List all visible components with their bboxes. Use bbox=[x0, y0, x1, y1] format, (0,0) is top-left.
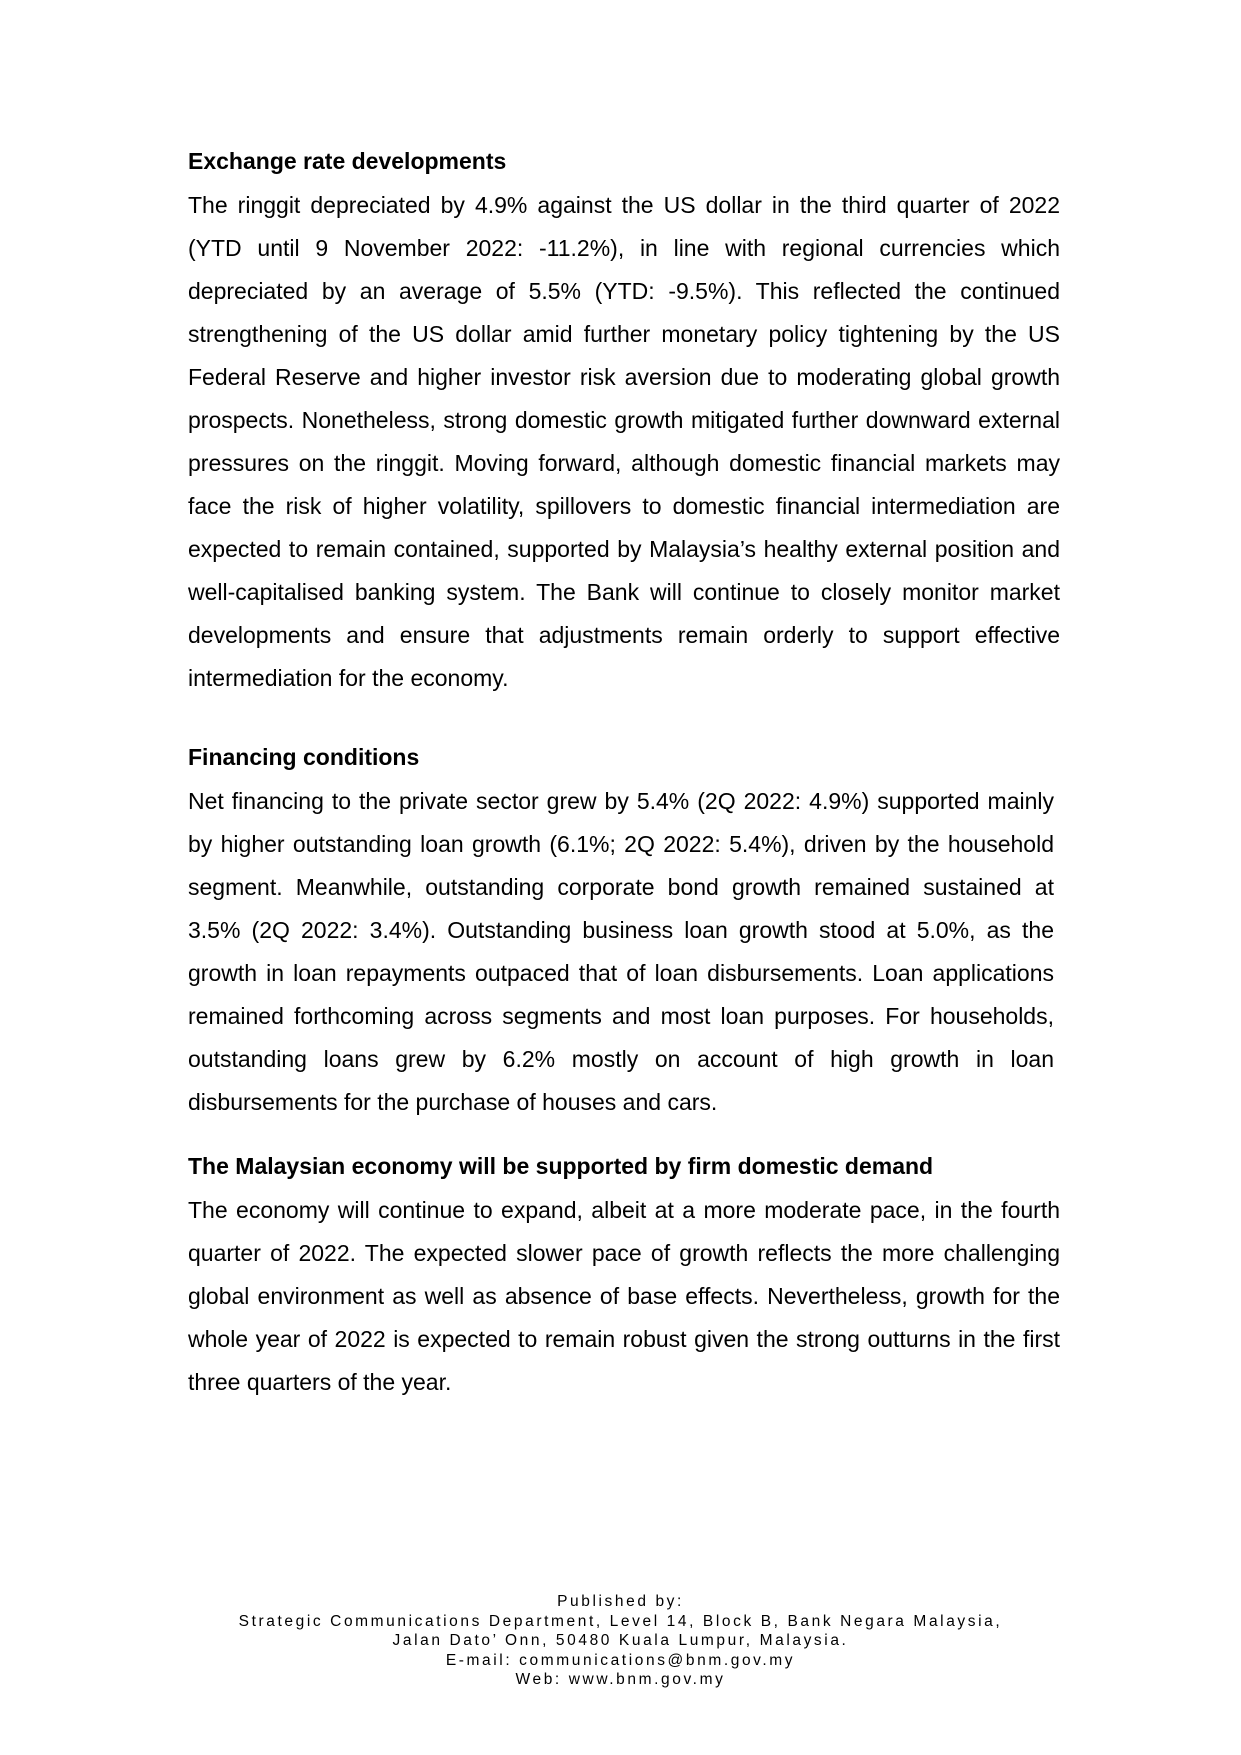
section-title: Exchange rate developments bbox=[188, 148, 507, 174]
section-body: The ringgit depreciated by 4.9% against the US dollar in the third quarter of 2022 (YTD until 9 November 2022: -11.2%), in line with regional currencies which depreciated by an average of 5.5% (YTD: -9.5%). This reflected the continued strengthening of the US dollar amid further monetary policy tightening by the US Federal Reserve and higher investor risk aversion due to moderating global growth prospects. Nonetheless, strong domestic growth mitigated further downward external pressures on the ringgit. Moving forward, although domestic financial markets may face the risk of higher volatility, spillovers to domestic financial intermediation are expected to remain contained, supported by Malaysia’s healthy external position and well-capitalised banking system. The Bank will continue to closely monitor market developments and ensure that adjustments remain orderly to support effective intermediation for the economy. bbox=[188, 192, 1060, 691]
address-line-1: Strategic Communications Department, Level 14, Block B, Bank Negara Malaysia, bbox=[238, 1612, 1003, 1630]
published-by-label: Published by: bbox=[557, 1593, 684, 1610]
email-address: E-mail: communications@bnm.gov.my bbox=[445, 1651, 796, 1669]
section-exchange-rate bbox=[188, 146, 1060, 700]
document-content bbox=[188, 146, 1060, 1404]
section-economy-outlook bbox=[188, 1151, 1060, 1404]
publisher-footer bbox=[0, 1592, 1241, 1690]
address-line-2: Jalan Dato’ Onn, 50480 Kuala Lumpur, Malaysia. bbox=[392, 1632, 849, 1649]
section-title: Financing conditions bbox=[188, 744, 420, 770]
website-address: Web: www.bnm.gov.my bbox=[515, 1671, 726, 1688]
section-title: The Malaysian economy will be supported by firm domestic demand bbox=[188, 1153, 934, 1179]
section-body: The economy will continue to expand, albeit at a more moderate pace, in the fourth quarter of 2022. The expected slower pace of growth reflects the more challenging global environment as well as absence of base effects. Nevertheless, growth for the whole year of 2022 is expected to remain robust given the strong outturns in the first three quarters of the year. bbox=[188, 1197, 1060, 1395]
section-body: Net financing to the private sector grew by 5.4% (2Q 2022: 4.9%) supported mainly by higher outstanding loan growth (6.1%; 2Q 2022: 5.4%), driven by the household segment. Meanwhile, outstanding corporate bond growth remained sustained at 3.5% (2Q 2022: 3.4%). Outstanding business loan growth stood at 5.0%, as the growth in loan repayments outpaced that of loan disbursements. Loan applications remained forthcoming across segments and most loan purposes. For households, outstanding loans grew by 6.2% mostly on account of high growth in loan disbursements for the purchase of houses and cars. bbox=[188, 788, 1054, 1115]
section-financing-conditions bbox=[188, 742, 1060, 1124]
